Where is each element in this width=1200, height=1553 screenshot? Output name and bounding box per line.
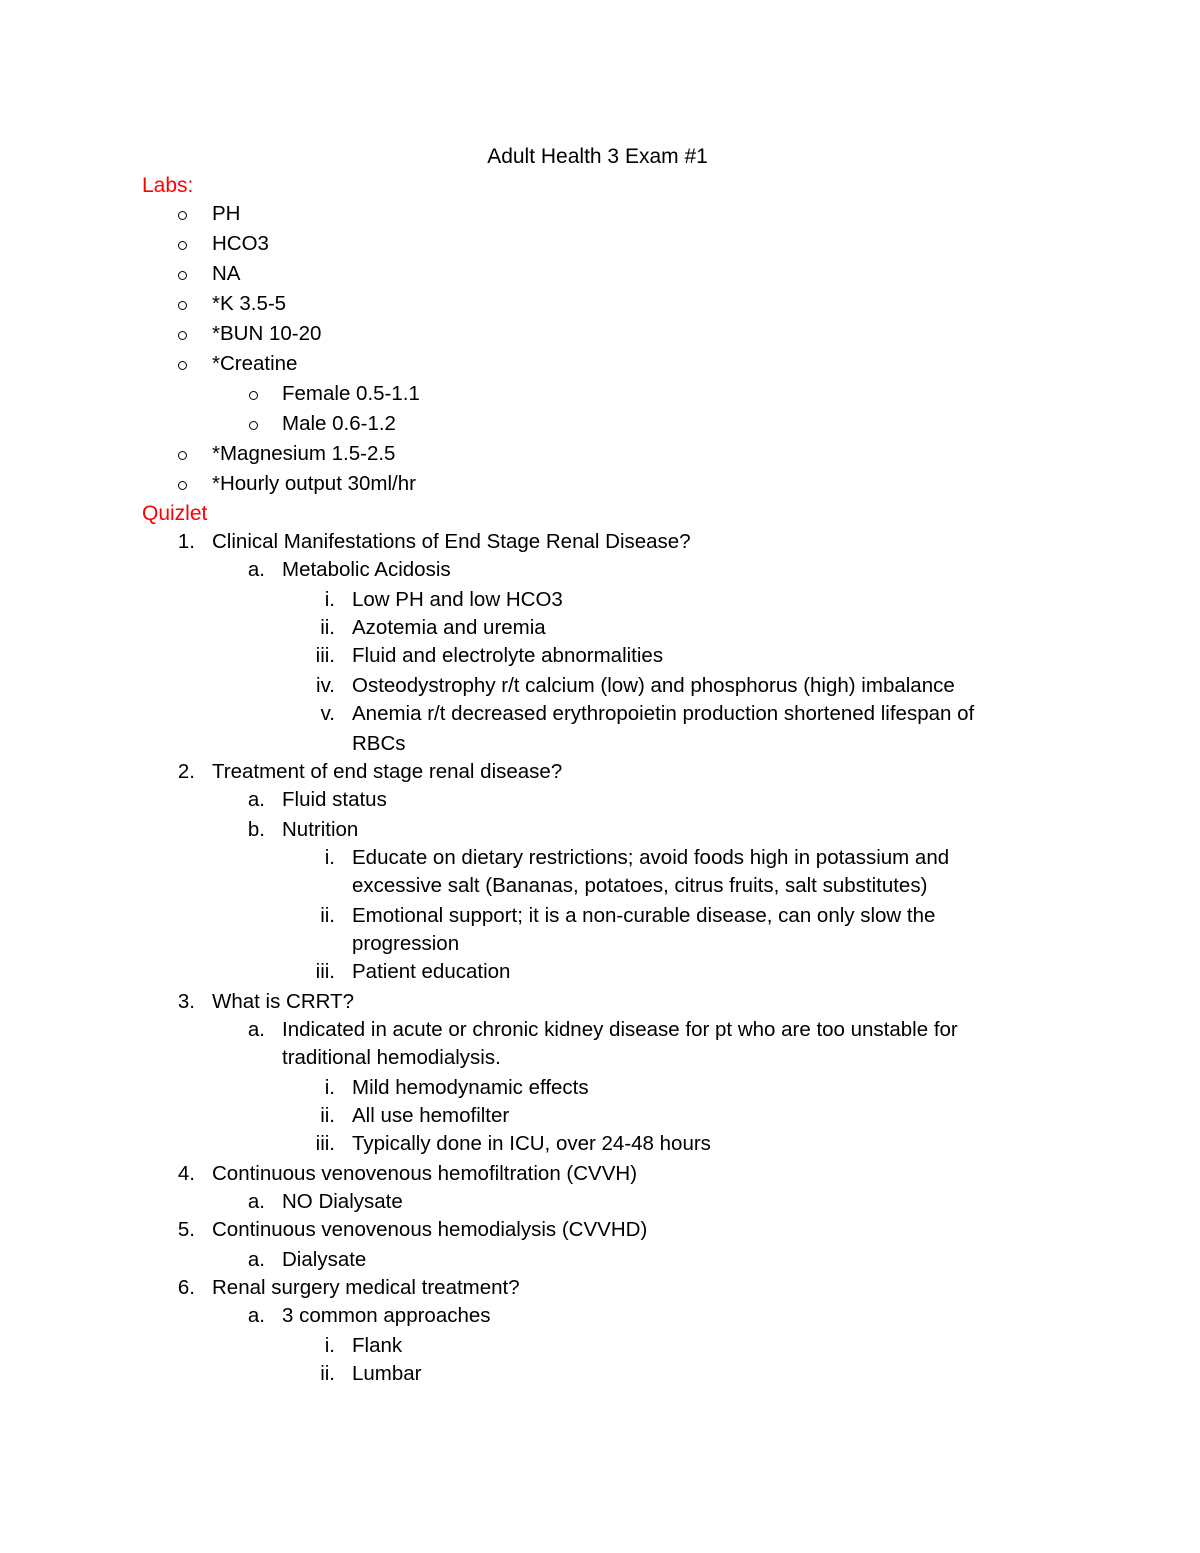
list-marker: a.: [247, 1190, 265, 1213]
quizlet-line-text: Continuous venovenous hemofiltration (CVVH): [212, 1162, 638, 1185]
quizlet-line-text: Patient education: [352, 960, 511, 983]
quizlet-line-text: RBCs: [352, 732, 406, 755]
quizlet-line-text: 3 common approaches: [282, 1304, 491, 1327]
list-marker: a.: [247, 558, 265, 581]
list-marker: ii.: [320, 1362, 335, 1385]
quizlet-line-text: Osteodystrophy r/t calcium (low) and phosphorus (high) imbalance: [352, 674, 955, 697]
quizlet-line-text: Metabolic Acidosis: [282, 558, 451, 581]
labs-item-text: *BUN 10-20: [212, 322, 322, 345]
labs-item-text: HCO3: [212, 232, 269, 255]
quizlet-line-text: Fluid status: [282, 788, 387, 811]
quizlet-line-text: progression: [352, 932, 460, 955]
list-marker: iii.: [315, 960, 335, 983]
list-marker: 5.: [177, 1218, 195, 1241]
list-marker: 1.: [177, 530, 195, 553]
bullet-icon: [178, 301, 187, 310]
bullet-icon: [178, 361, 187, 370]
bullet-icon: [178, 451, 187, 460]
list-marker: v.: [320, 702, 335, 725]
list-marker: iii.: [315, 644, 335, 667]
quizlet-line-text: Fluid and electrolyte abnormalities: [352, 644, 664, 667]
labs-item-text: *K 3.5-5: [212, 292, 287, 315]
list-marker: b.: [247, 818, 265, 841]
list-marker: i.: [324, 846, 335, 869]
page-title: Adult Health 3 Exam #1: [487, 145, 708, 168]
list-marker: iv.: [316, 674, 335, 697]
list-marker: 6.: [177, 1276, 195, 1299]
bullet-icon: [178, 481, 187, 490]
labs-heading: Labs:: [142, 174, 194, 197]
list-marker: a.: [247, 1018, 265, 1041]
quizlet-line-text: Continuous venovenous hemodialysis (CVVHD): [212, 1218, 648, 1241]
labs-item-text: *Hourly output 30ml/hr: [212, 472, 416, 495]
quizlet-line-text: Educate on dietary restrictions; avoid foods high in potassium and: [352, 846, 950, 869]
list-marker: ii.: [320, 1104, 335, 1127]
quizlet-line-text: NO Dialysate: [282, 1190, 403, 1213]
quizlet-line-text: Low PH and low HCO3: [352, 588, 563, 611]
quizlet-line-text: Nutrition: [282, 818, 359, 841]
list-marker: 4.: [177, 1162, 195, 1185]
quizlet-line-text: Azotemia and uremia: [352, 616, 546, 639]
labs-item-text: PH: [212, 202, 241, 225]
bullet-icon: [178, 271, 187, 280]
list-marker: i.: [324, 1334, 335, 1357]
list-marker: ii.: [320, 616, 335, 639]
list-marker: i.: [324, 588, 335, 611]
labs-item-text: NA: [212, 262, 241, 285]
labs-item-text: Female 0.5-1.1: [282, 382, 420, 405]
quizlet-line-text: Typically done in ICU, over 24-48 hours: [352, 1132, 711, 1155]
quizlet-line-text: Indicated in acute or chronic kidney disease for pt who are too unstable for: [282, 1018, 958, 1041]
labs-item-text: *Magnesium 1.5-2.5: [212, 442, 396, 465]
quizlet-line-text: Clinical Manifestations of End Stage Renal Disease?: [212, 530, 691, 553]
list-marker: 3.: [177, 990, 195, 1013]
bullet-icon: [178, 211, 187, 220]
quizlet-line-text: What is CRRT?: [212, 990, 355, 1013]
list-marker: iii.: [315, 1132, 335, 1155]
bullet-icon: [178, 331, 187, 340]
quizlet-line-text: excessive salt (Bananas, potatoes, citrus fruits, salt substitutes): [352, 874, 928, 897]
bullet-icon: [178, 241, 187, 250]
list-marker: a.: [247, 1248, 265, 1271]
bullet-icon: [249, 391, 258, 400]
list-marker: 2.: [177, 760, 195, 783]
quizlet-line-text: Renal surgery medical treatment?: [212, 1276, 520, 1299]
list-marker: i.: [324, 1076, 335, 1099]
list-marker: a.: [247, 788, 265, 811]
quizlet-line-text: traditional hemodialysis.: [282, 1046, 501, 1069]
quizlet-line-text: Emotional support; it is a non-curable disease, can only slow the: [352, 904, 936, 927]
quizlet-line-text: Dialysate: [282, 1248, 367, 1271]
quizlet-line-text: Treatment of end stage renal disease?: [212, 760, 563, 783]
quizlet-heading: Quizlet: [142, 502, 208, 525]
quizlet-line-text: Anemia r/t decreased erythropoietin production shortened lifespan of: [352, 702, 975, 725]
quizlet-line-text: Flank: [352, 1334, 403, 1357]
quizlet-line-text: All use hemofilter: [352, 1104, 510, 1127]
list-marker: ii.: [320, 904, 335, 927]
list-marker: a.: [247, 1304, 265, 1327]
labs-item-text: Male 0.6-1.2: [282, 412, 396, 435]
labs-item-text: *Creatine: [212, 352, 298, 375]
bullet-icon: [249, 421, 258, 430]
quizlet-line-text: Mild hemodynamic effects: [352, 1076, 589, 1099]
quizlet-line-text: Lumbar: [352, 1362, 422, 1385]
